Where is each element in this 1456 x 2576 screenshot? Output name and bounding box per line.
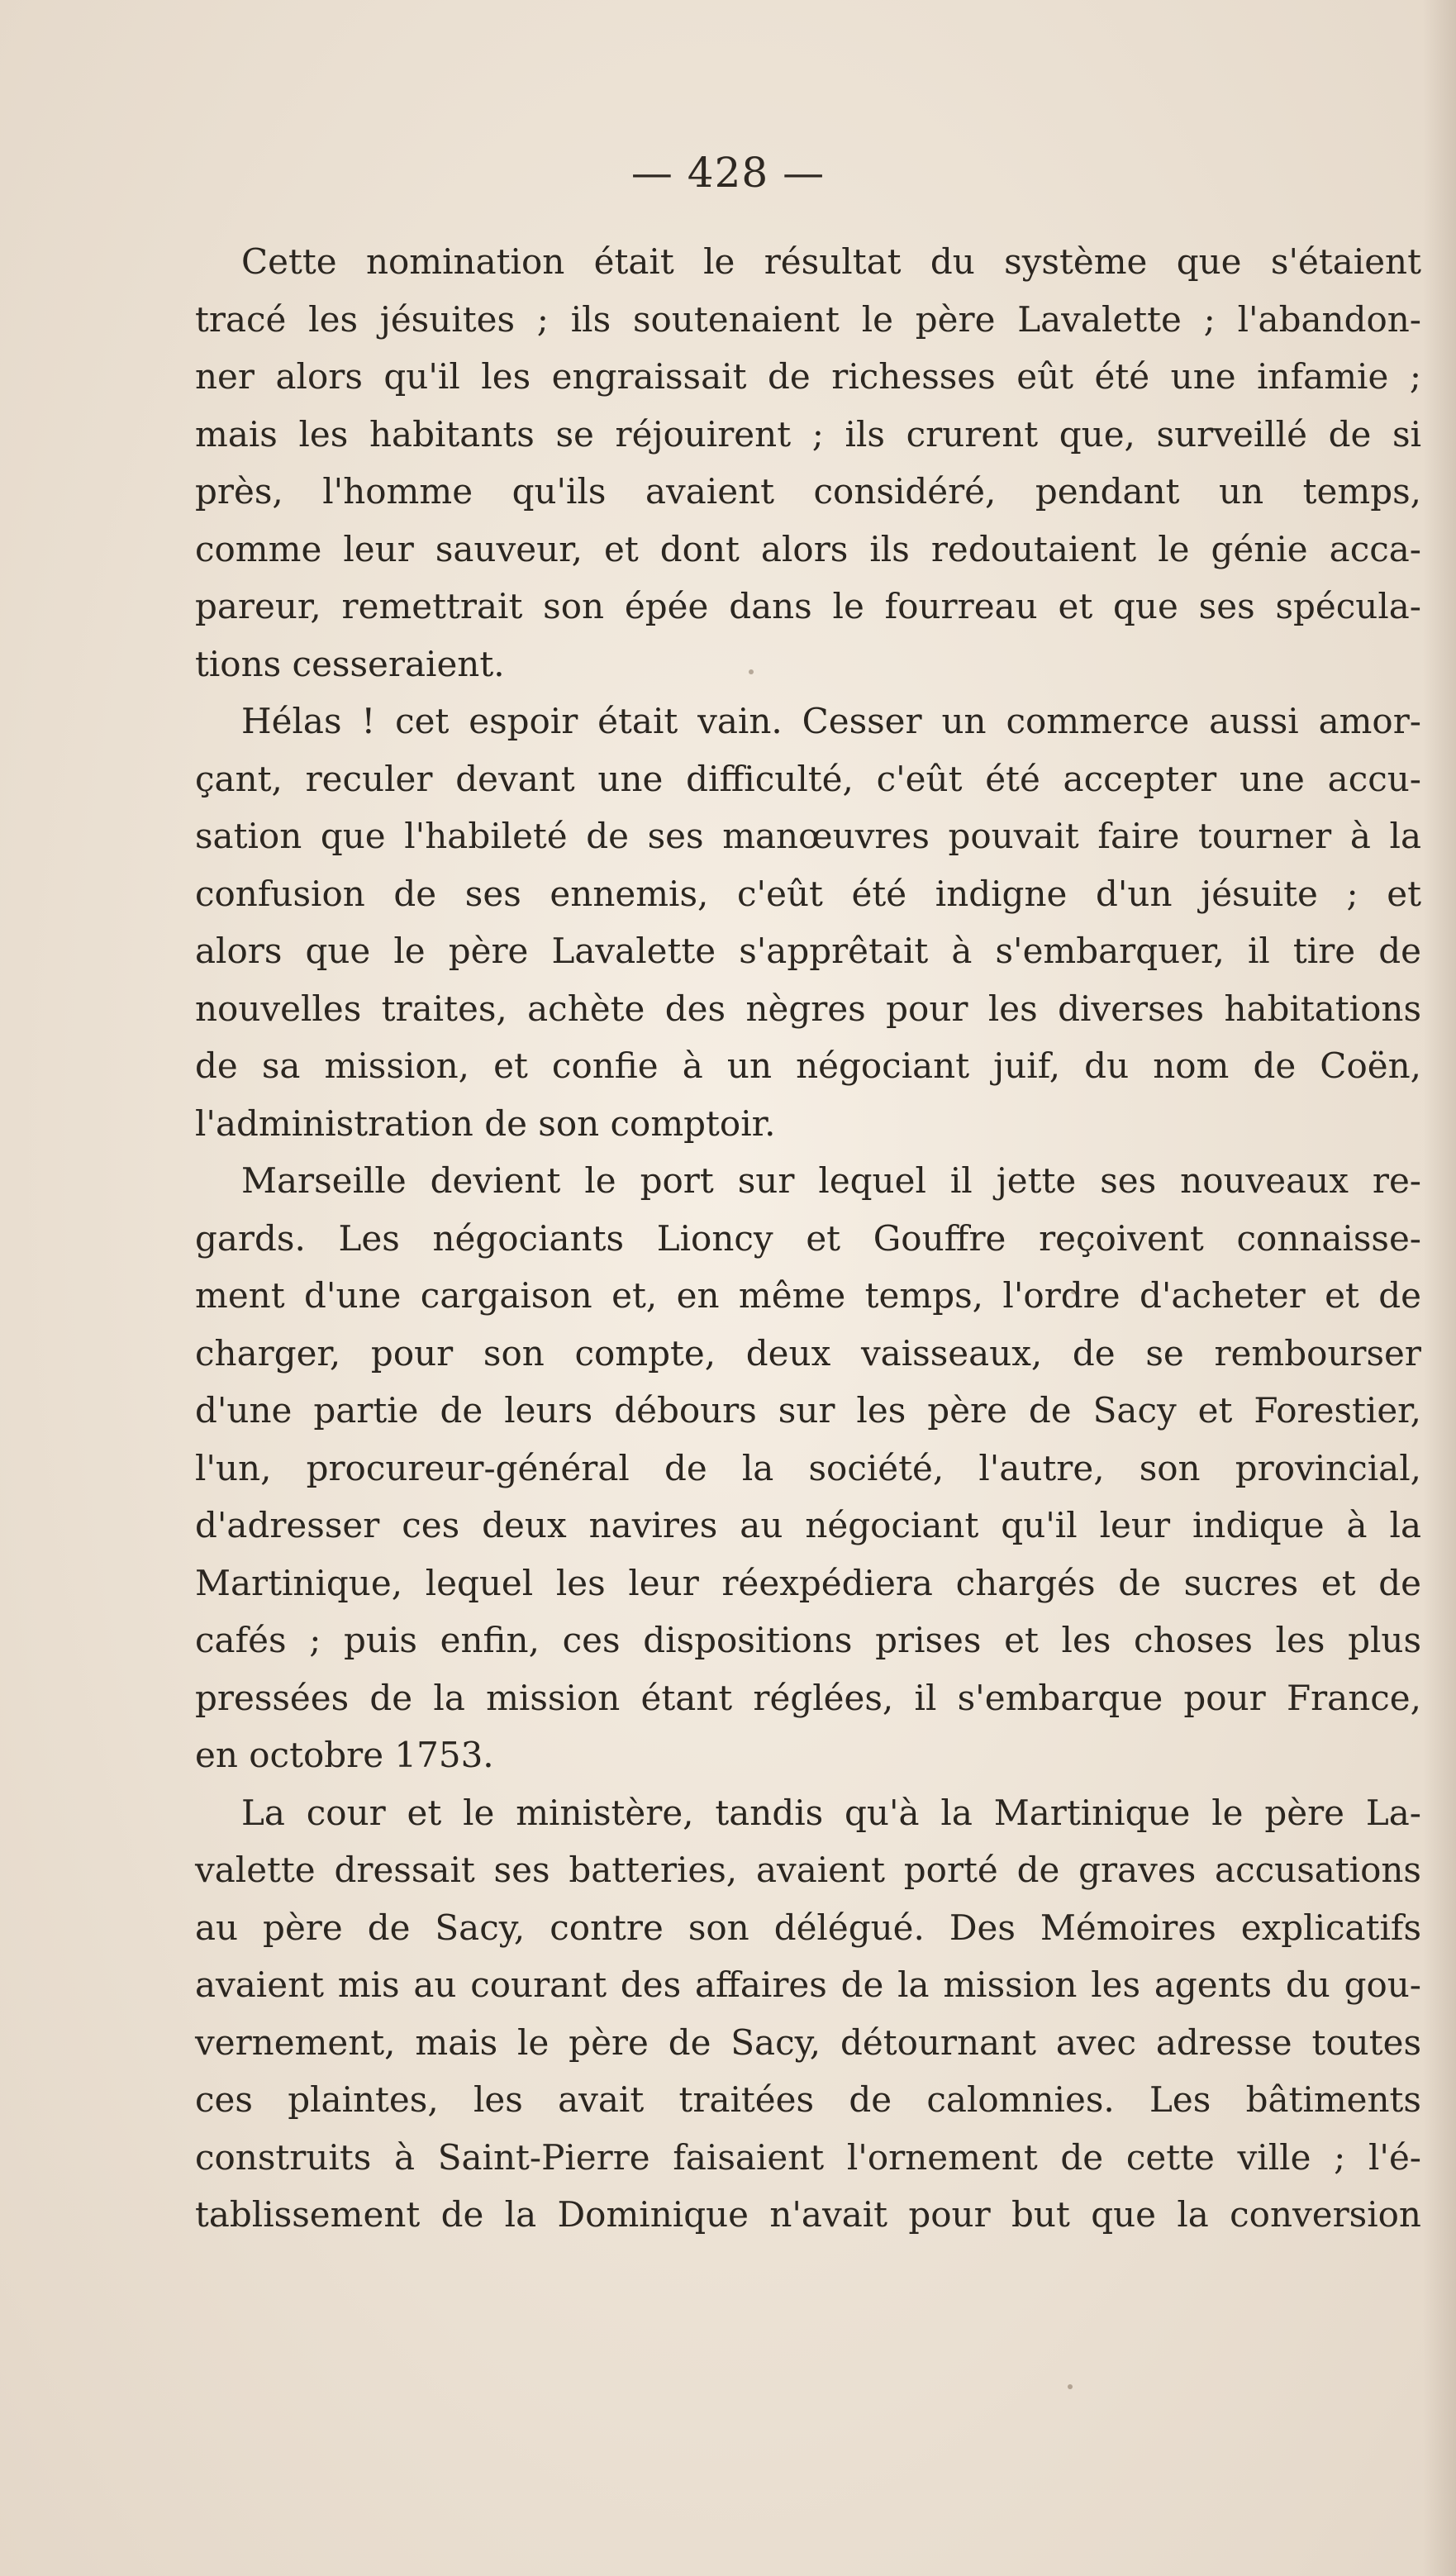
text-line: ner alors qu'il les engraissait de richesses eût été une infamie ; <box>195 356 1421 397</box>
text-line: çant, reculer devant une difficulté, c'eût été accepter une accu- <box>195 758 1421 799</box>
text-line: construits à Saint-Pierre faisaient l'ornement de cette ville ; l'é- <box>195 2136 1421 2178</box>
text-line: cafés ; puis enfin, ces dispositions prises et les choses les plus <box>195 1620 1421 1660</box>
text-line: d'adresser ces deux navires au négociant qu'il leur indique à la <box>195 1505 1421 1545</box>
text-line: Cette nomination était le résultat du système que s'étaient <box>241 241 1421 282</box>
text-line: près, l'homme qu'ils avaient considéré, pendant un temps, <box>195 471 1421 512</box>
text-line: comme leur sauveur, et dont alors ils redoutaient le génie acca- <box>195 528 1421 569</box>
body-text <box>195 233 1421 2244</box>
paper-speck <box>1071 1289 1076 1294</box>
text-line: La cour et le ministère, tandis qu'à la Martinique le père La- <box>241 1792 1421 1833</box>
text-line: charger, pour son compte, deux vaisseaux, de se rembourser <box>195 1332 1421 1374</box>
text-line: mais les habitants se réjouirent ; ils crurent que, surveillé de si <box>195 413 1421 455</box>
text-line: confusion de ses ennemis, c'eût été indigne d'un jésuite ; et <box>195 873 1421 914</box>
text-line: Marseille devient le port sur lequel il jette ses nouveaux re- <box>241 1160 1421 1201</box>
text-line: Martinique, lequel les leur réexpédiera chargés de sucres et de <box>195 1562 1421 1603</box>
text-line: sation que l'habileté de ses manœuvres pouvait faire tourner à la <box>195 816 1421 856</box>
text-line: au père de Sacy, contre son délégué. Des Mémoires explicatifs <box>195 1907 1421 1948</box>
text-line: pressées de la mission étant réglées, il s'embarque pour France, <box>195 1677 1421 1718</box>
text-line: vernement, mais le père de Sacy, détournant avec adresse toutes <box>195 2021 1421 2063</box>
paper-speck <box>749 669 754 674</box>
text-line: avaient mis au courant des affaires de la mission les agents du gou- <box>195 1964 1421 2005</box>
text-line: tablissement de la Dominique n'avait pour but que la conversion <box>195 2194 1421 2235</box>
text-line: alors que le père Lavalette s'apprêtait à s'embarquer, il tire de <box>195 931 1421 971</box>
text-line: gards. Les négociants Lioncy et Gouffre reçoivent connaisse- <box>195 1217 1421 1259</box>
text-line: de sa mission, et confie à un négociant juif, du nom de Coën, <box>195 1045 1421 1086</box>
text-line: Hélas ! cet espoir était vain. Cesser un commerce aussi amor- <box>241 701 1421 741</box>
text-line: pareur, remettrait son épée dans le fourreau et que ses spécula- <box>195 586 1421 626</box>
text-line: valette dressait ses batteries, avaient porté de graves accusations <box>195 1850 1421 1890</box>
page-edge-shadow <box>1423 0 1456 2576</box>
text-line: ces plaintes, les avait traitées de calomnies. Les bâtiments <box>195 2079 1421 2120</box>
text-line: d'une partie de leurs débours sur les père de Sacy et Forestier, <box>195 1390 1421 1431</box>
text-line: en octobre 1753. <box>195 1735 494 1775</box>
text-line: l'administration de son comptoir. <box>195 1102 776 1144</box>
text-line: l'un, procureur-général de la société, l'autre, son provincial, <box>195 1447 1421 1488</box>
text-line: nouvelles traites, achète des nègres pour les diverses habitations <box>195 988 1421 1029</box>
page-number: — 428 — <box>630 149 826 197</box>
text-line: tracé les jésuites ; ils soutenaient le père Lavalette ; l'abandon- <box>195 298 1421 340</box>
text-line: ment d'une cargaison et, en même temps, l'ordre d'acheter et de <box>195 1275 1421 1316</box>
text-line: tions cesseraient. <box>195 643 505 684</box>
paper-speck <box>1068 2384 1073 2389</box>
